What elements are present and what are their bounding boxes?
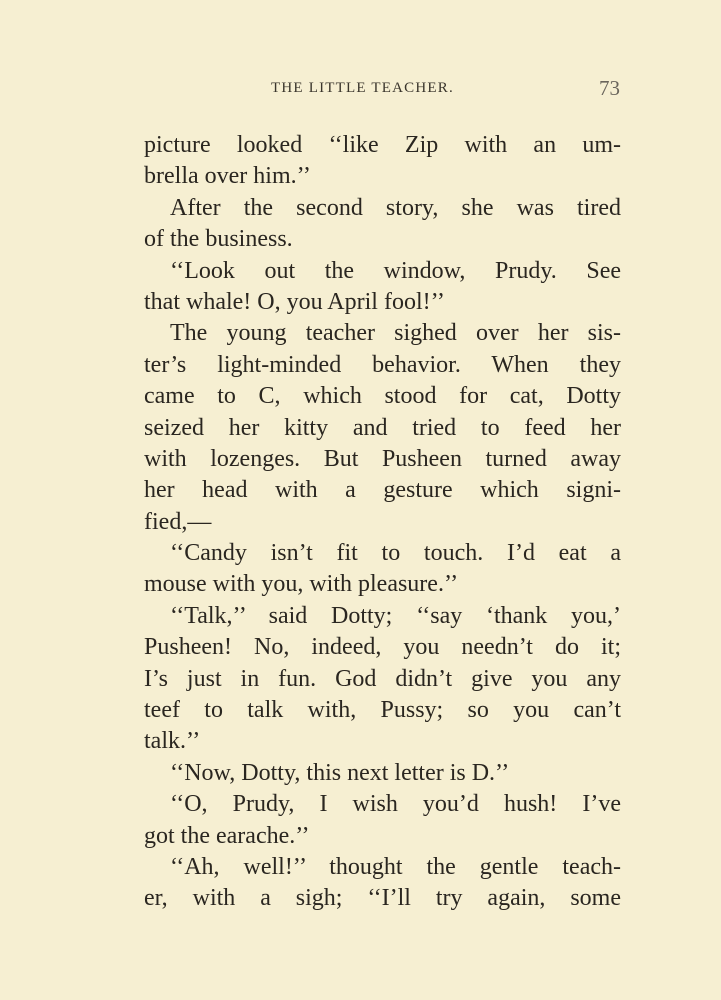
text-line: ‘‘Ah, well!’’ thought the gentle teach-	[170, 853, 621, 880]
text-line: ‘‘Talk,’’ said Dotty; ‘‘say ‘thank you,’	[170, 602, 621, 629]
text-line: mouse with you, with pleasure.’’	[144, 571, 459, 598]
text-line: Pusheen! No, indeed, you needn’t do it;	[144, 634, 621, 661]
text-line: The young teacher sighed over her sis-	[170, 320, 621, 347]
text-line: talk.’’	[144, 728, 201, 755]
text-line: her head with a gesture which signi-	[144, 477, 621, 504]
text-line: that whale! O, you April fool!’’	[144, 288, 445, 315]
running-head: THE LITTLE TEACHER.	[271, 80, 454, 96]
text-line: came to C, which stood for cat, Dotty	[144, 383, 621, 410]
text-line: got the earache.’’	[144, 822, 310, 849]
text-line: with lozenges. But Pusheen turned away	[144, 445, 621, 472]
text-line: I’s just in fun. God didn’t give you any	[144, 665, 621, 692]
text-line: picture looked ‘‘like Zip with an um-	[144, 132, 621, 158]
text-line: After the second story, she was tired	[170, 194, 621, 221]
text-line: brella over him.’’	[144, 163, 311, 190]
text-line: ter’s light-minded behavior. When they	[144, 351, 621, 378]
text-line: teef to talk with, Pussy; so you can’t	[144, 697, 621, 724]
text-line: ‘‘Candy isn’t fit to touch. I’d eat a	[170, 540, 621, 567]
text-line: ‘‘Now, Dotty, this next letter is D.’’	[170, 759, 510, 786]
text-line: er, with a sigh; ‘‘I’ll try again, some	[144, 885, 621, 912]
text-line: fied,—	[144, 508, 212, 535]
page-number: 73	[599, 76, 620, 100]
page-header	[144, 76, 620, 102]
text-line: ‘‘O, Prudy, I wish you’d hush! I’ve	[170, 791, 621, 818]
text-line: seized her kitty and tried to feed her	[144, 414, 621, 441]
body-text	[144, 130, 621, 915]
text-line: of the business.	[144, 226, 293, 253]
text-line: ‘‘Look out the window, Prudy. See	[170, 257, 621, 284]
